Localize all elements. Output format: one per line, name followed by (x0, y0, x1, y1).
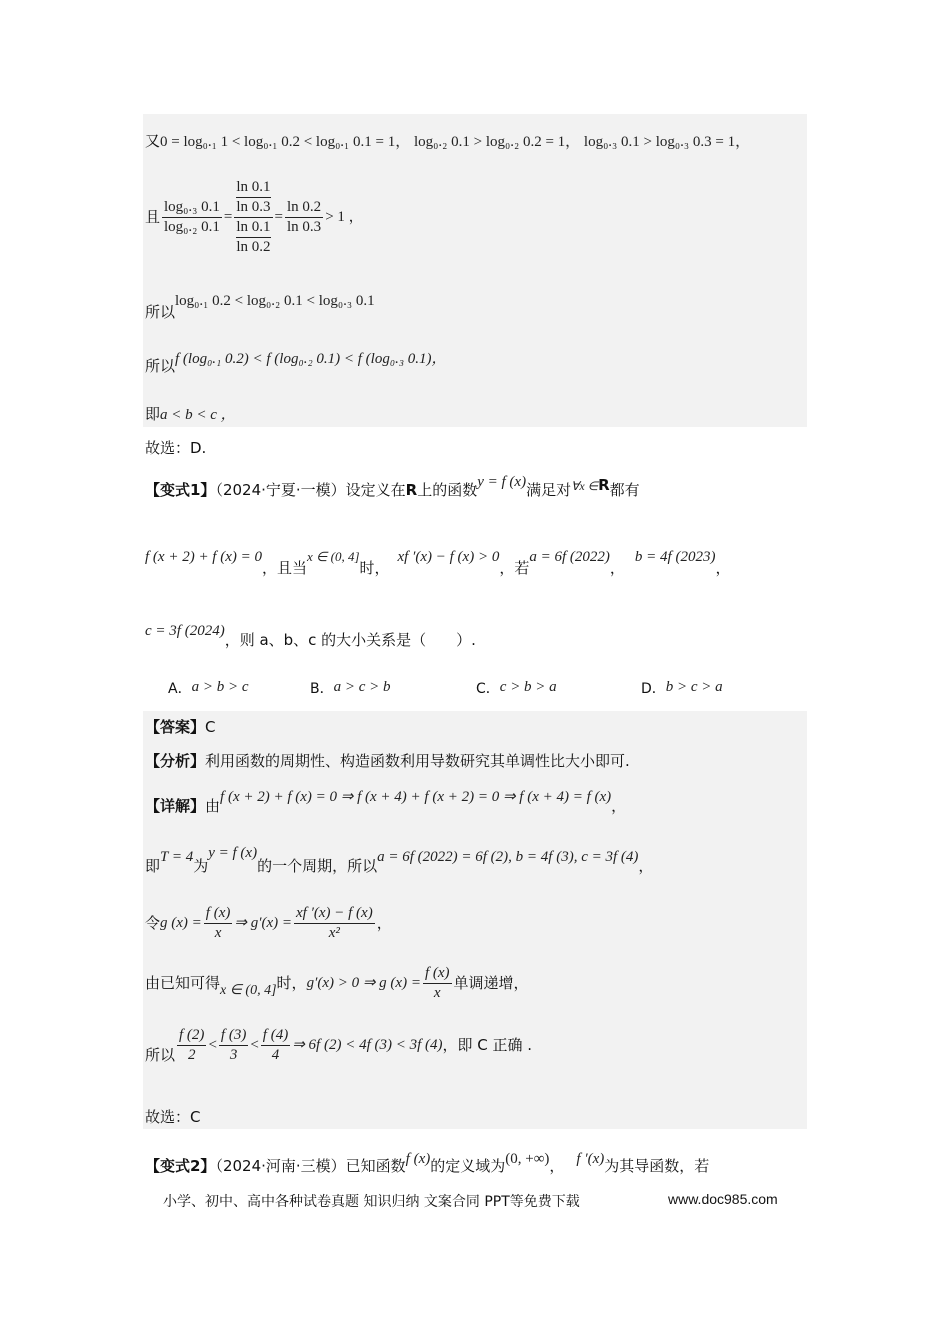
detail-text: 为 (193, 857, 209, 875)
option-c[interactable] (476, 678, 557, 698)
denominator: x² (328, 924, 340, 941)
fraction-ln-ratio (285, 198, 323, 237)
numerator: f (4) (261, 1026, 290, 1046)
denominator: 3 (229, 1046, 238, 1063)
question-text: 时， (359, 559, 390, 577)
math-expression: xf ′(x) − f (x) > 0 (397, 549, 500, 565)
numerator: f (x) (204, 904, 233, 924)
math-expression: x ∈ (0, 4] (220, 983, 277, 998)
equals-sign: = (274, 209, 284, 225)
line-prefix: 所以 (145, 303, 176, 321)
solution-line-1 (145, 131, 750, 152)
answer-line (145, 717, 216, 737)
line-prefix: 且 (145, 208, 161, 226)
detail-line-4 (145, 961, 529, 1005)
option-math: c > b > a (499, 679, 557, 695)
analysis-line (145, 751, 630, 771)
denominator: ln 0.3 (287, 218, 322, 235)
question-text: 满足对 (526, 481, 572, 499)
math-expression: f (x + 2) + f (x) = 0 (145, 549, 262, 565)
variant1-line-3 (145, 620, 476, 649)
inner-numerator: ln 0.1 (236, 218, 271, 235)
inner-denominator: ln 0.2 (236, 238, 271, 255)
math-expression: ∀x ∈ (571, 479, 599, 493)
option-b[interactable] (310, 678, 391, 698)
variant1-line-2 (145, 546, 731, 577)
detail-text: 所以 (145, 1046, 176, 1064)
detail-line-3 (145, 901, 392, 945)
math-expression: a = 6f (2022) (529, 549, 610, 565)
question-text: 为其导函数，若 (604, 1157, 710, 1175)
math-expression: y = f (x) (477, 474, 527, 490)
detail-text: 的一个周期，所以 (257, 857, 378, 875)
detail-tag: 【详解】 (145, 797, 206, 815)
question-text: ， (549, 1157, 565, 1175)
detail-text: 由已知可得 (145, 974, 221, 992)
denominator: log₀.₂ 0.1 (164, 218, 220, 235)
inequality-suffix: > 1 ， (325, 209, 364, 225)
fraction-g-def (423, 964, 452, 1003)
detail-line-5 (145, 1021, 532, 1069)
line-prefix: 即 (145, 405, 161, 423)
less-than-sign: < (250, 1037, 259, 1053)
equals-sign: = (223, 209, 233, 225)
math-expression: (0, +∞) (505, 1151, 550, 1167)
fraction-f4 (261, 1026, 290, 1065)
detail-text: 令 (145, 914, 161, 932)
question-text: ，则 a、b、c 的大小关系是（ ）. (224, 631, 476, 649)
fraction-ln-compound (234, 178, 272, 257)
detail-text: ，即 C 正确 . (442, 1036, 533, 1054)
question-text: 都有 (609, 481, 640, 499)
question-text: ， (609, 559, 625, 577)
variant2-line-1 (145, 1148, 710, 1175)
math-expression: a = 6f (2022) = 6f (2), b = 4f (3), c = 3f (4) (377, 849, 639, 865)
numerator: xf ′(x) − f (x) (294, 904, 375, 924)
detail-text: 由 (205, 797, 221, 815)
math-expression: T = 4 (160, 849, 194, 865)
math-expression: ⇒ g′(x) = (234, 915, 292, 931)
inner-numerator: ln 0.1 (236, 178, 271, 195)
math-expression: log₀.₁ 0.2 < log₀.₂ 0.1 < log₀.₃ 0.1 (175, 293, 375, 309)
option-label: B． (310, 681, 334, 697)
variant-tag: 【变式1】 (145, 481, 216, 499)
denominator: x (433, 984, 441, 1001)
option-label: D． (641, 681, 666, 697)
solution-line-4 (145, 348, 447, 375)
numerator: log₀.₃ 0.1 (162, 198, 222, 218)
option-label: A． (168, 681, 192, 697)
math-expression: g (x) = (160, 915, 202, 931)
numerator: f (3) (219, 1026, 248, 1046)
solution-block-2 (143, 711, 807, 1129)
math-expression: a < b < c ， (160, 407, 236, 423)
option-a[interactable] (168, 678, 248, 698)
detail-line-2 (145, 845, 654, 875)
set-symbol: R (405, 481, 418, 499)
math-expression: c = 3f (2024) (145, 623, 225, 639)
denominator (234, 218, 272, 257)
denominator: 2 (187, 1046, 196, 1063)
math-expression: x ∈ (0, 4] (307, 549, 360, 564)
numerator: f (2) (177, 1026, 206, 1046)
fraction-g-derivative (294, 904, 375, 943)
question-text: （2024·宁夏·一模）设定义在 (215, 481, 406, 499)
solution-line-5 (145, 404, 236, 425)
detail-text: 时， (276, 974, 307, 992)
variant-tag: 【变式2】 (145, 1157, 216, 1175)
math-expression: f (x) (405, 1151, 431, 1167)
answer-tag: 【答案】 (145, 718, 206, 736)
answer-value: C (205, 718, 216, 736)
final-answer-line: 故选：C (145, 1108, 201, 1126)
detail-text: ， (638, 857, 654, 875)
variant1-line-1 (145, 474, 640, 501)
set-symbol: R (598, 476, 610, 494)
math-expression: g′(x) > 0 ⇒ g (x) = (306, 975, 421, 991)
detail-text: 单调递增， (453, 974, 529, 992)
denominator: 4 (271, 1046, 280, 1063)
question-text: （2024·河南·三模）已知函数 (215, 1157, 406, 1175)
question-text: ，且当 (262, 559, 308, 577)
line-prefix: 所以 (145, 357, 176, 375)
numerator: f (x) (423, 964, 452, 984)
inner-denominator: ln 0.3 (236, 198, 271, 215)
math-expression: f (log₀.₁ 0.2) < f (log₀.₂ 0.1) < f (log₀.₃ 0.1)， (175, 351, 447, 367)
analysis-text: 利用函数的周期性、构造函数利用导数研究其单调性比大小即可. (205, 752, 630, 770)
option-label: C． (476, 681, 500, 697)
question-text: ， (715, 559, 731, 577)
line-prefix: 又 (145, 132, 161, 150)
footer-promo-text: 小学、初中、高中各种试卷真题 知识归纳 文案合同 PPT等免费下载 (163, 1194, 580, 1210)
math-expression: f ′(x) (576, 1151, 605, 1167)
fraction-f3 (219, 1026, 248, 1065)
numerator: ln 0.2 (285, 198, 323, 218)
answer-line-1: 故选：D. (145, 439, 207, 457)
less-than-sign: < (208, 1037, 217, 1053)
question-text: 的定义域为 (430, 1157, 506, 1175)
solution-block-1 (143, 114, 807, 427)
solution-line-3 (145, 290, 375, 321)
option-math: b > c > a (665, 679, 723, 695)
detail-text: ， (376, 914, 392, 932)
fraction-g (204, 904, 233, 943)
fraction-log-ratio (162, 198, 222, 237)
detail-line-1 (145, 786, 627, 815)
numerator (234, 178, 272, 218)
detail-text: ， (611, 797, 627, 815)
footer-website[interactable]: www.doc985.com (668, 1191, 778, 1207)
fraction-f2 (177, 1026, 206, 1065)
denominator: x (214, 924, 222, 941)
solution-line-2 (145, 176, 364, 258)
option-math: a > b > c (191, 679, 249, 695)
detail-text: 即 (145, 857, 161, 875)
math-expression: f (x + 2) + f (x) = 0 ⇒ f (x + 4) + f (x + 2) = 0 ⇒ f (x + 4) = f (x) (220, 789, 612, 805)
analysis-tag: 【分析】 (145, 752, 206, 770)
math-expression: b = 4f (2023) (634, 549, 716, 565)
math-expression: y = f (x) (208, 845, 258, 861)
question-text: 上的函数 (417, 481, 478, 499)
option-d[interactable] (641, 678, 723, 698)
math-expression: 0 = log₀.₁ 1 < log₀.₁ 0.2 < log₀.₁ 0.1 = 1， log₀.₂ 0.1 > log₀.₂ 0.2 = 1， log₀.₃ 0.1 > log₀.₃ 0.3 = 1， (160, 134, 751, 150)
question-text: ，若 (499, 559, 530, 577)
math-expression: ⇒ 6f (2) < 4f (3) < 3f (4) (292, 1037, 443, 1053)
option-math: a > c > b (333, 679, 391, 695)
